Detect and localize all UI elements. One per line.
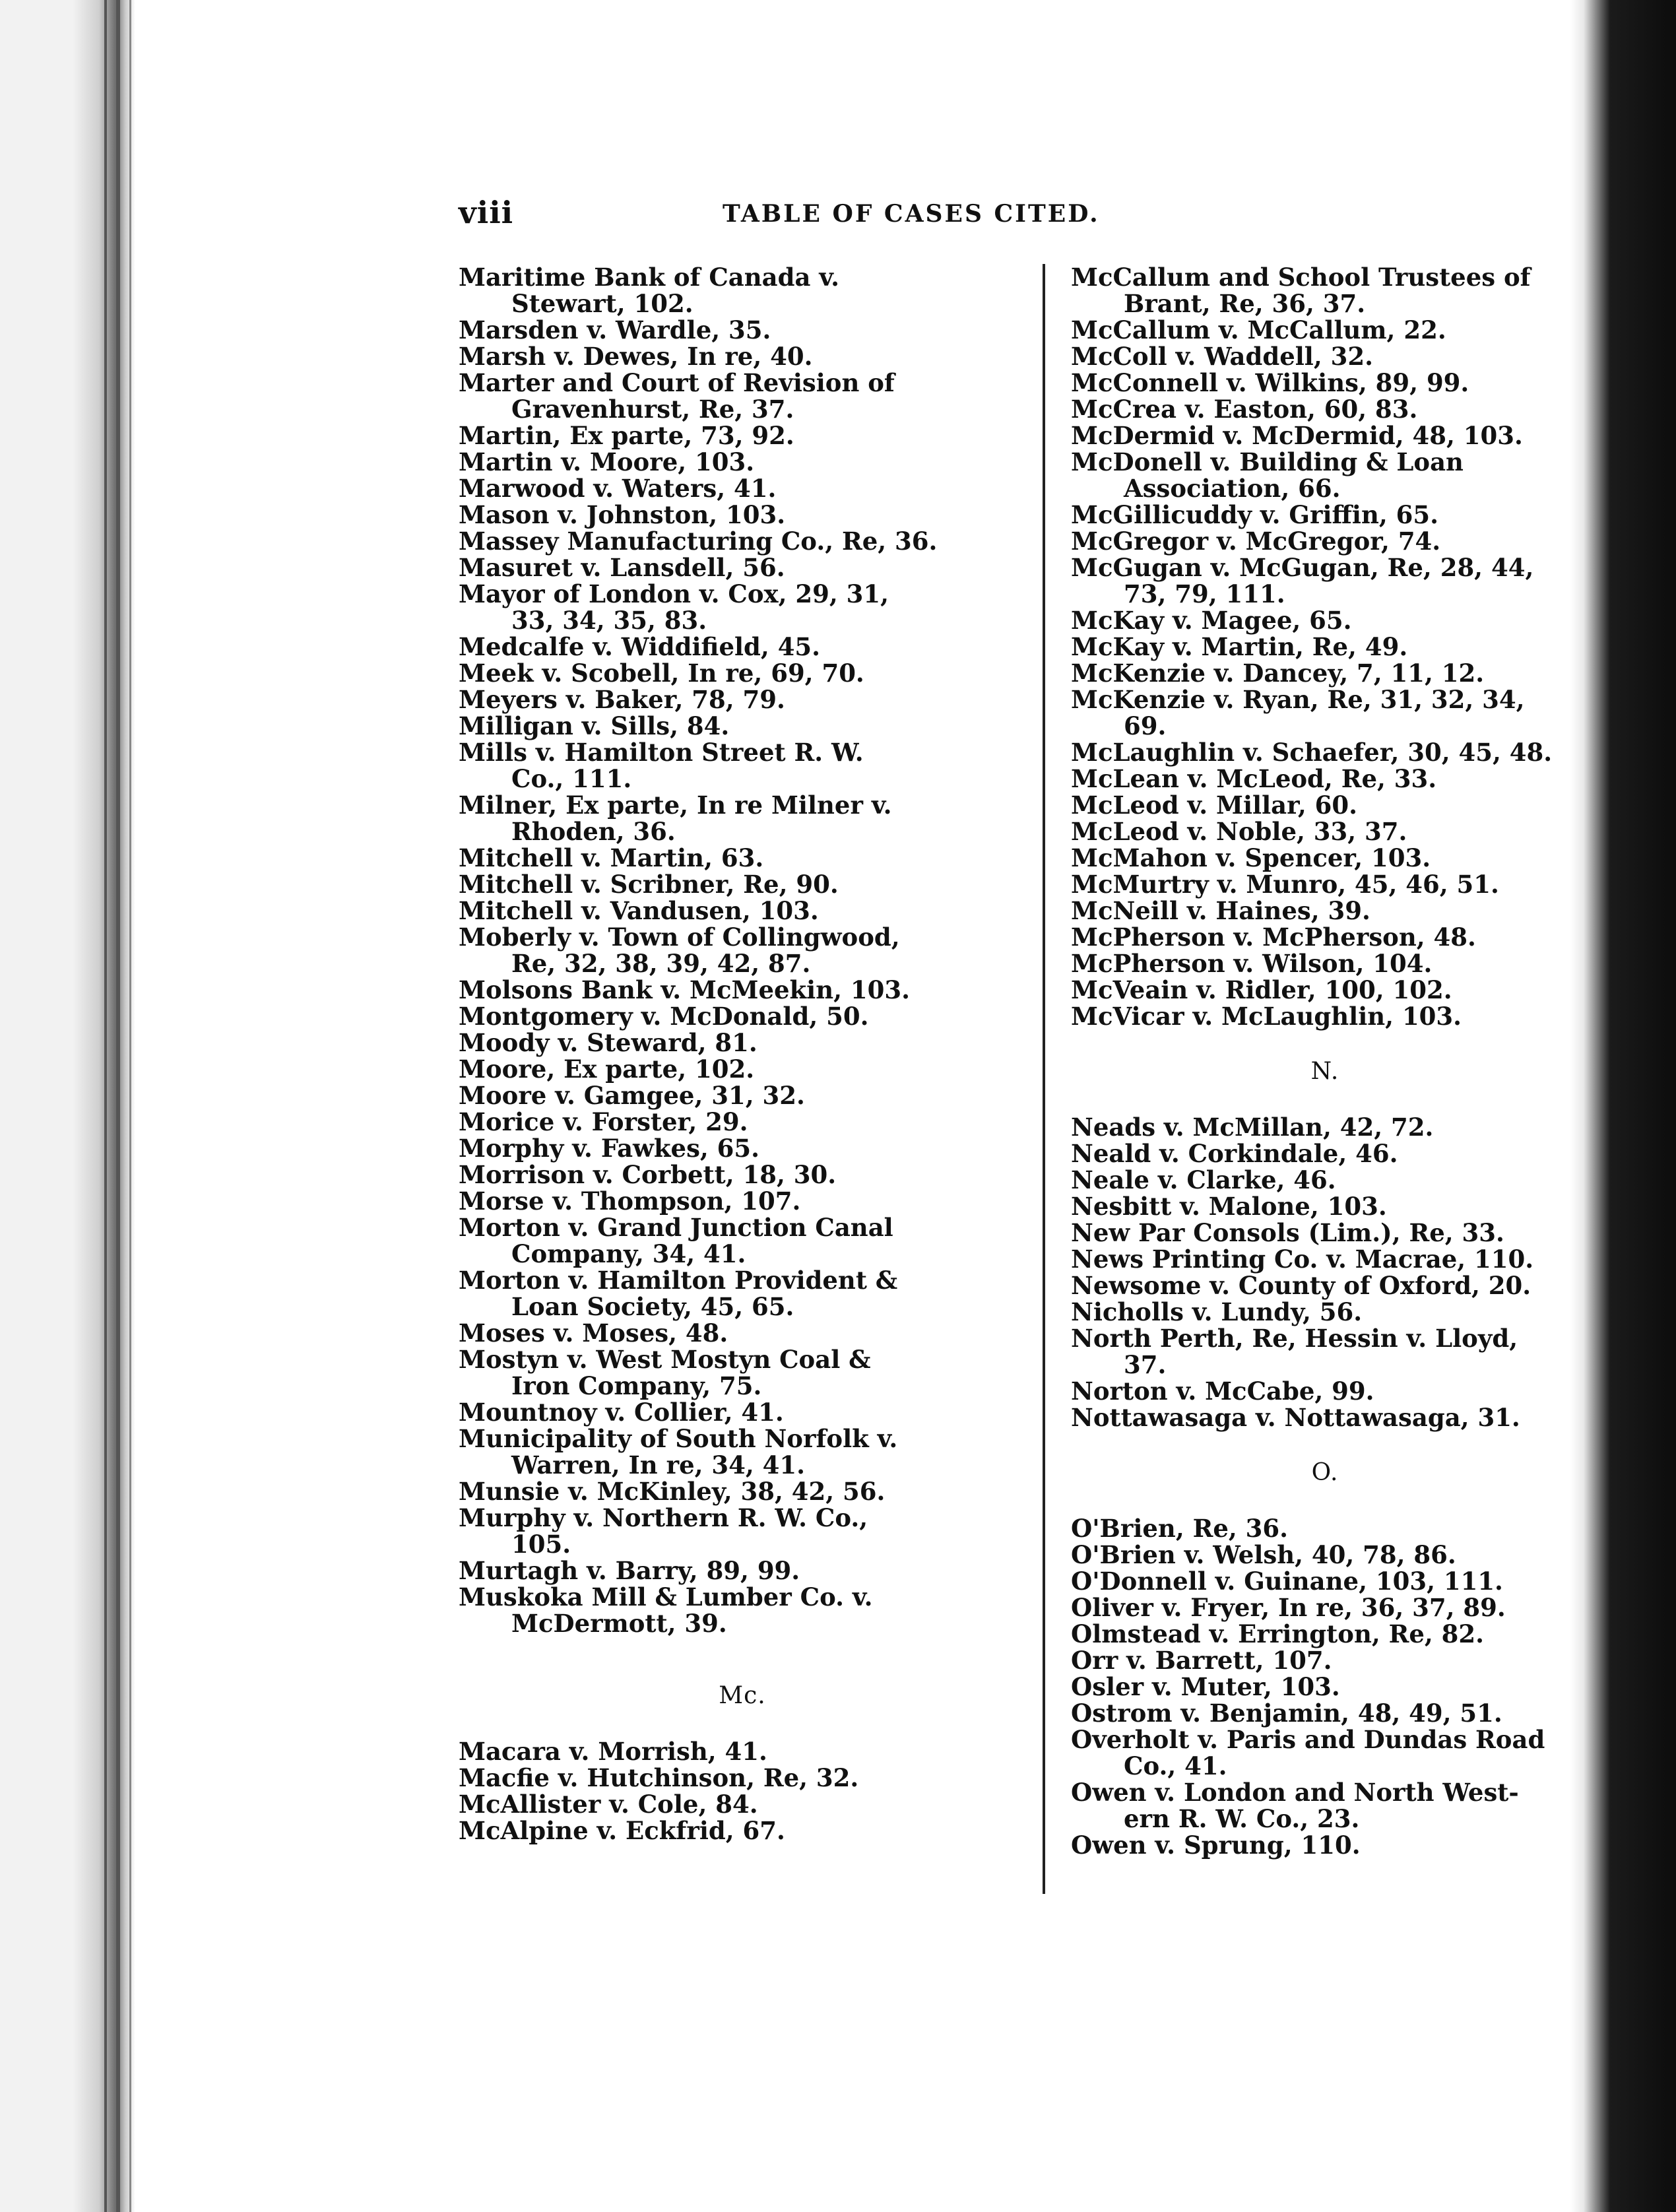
case-entry-line: Morrison v. Corbett, 18, 30. [459, 1160, 837, 1189]
case-entry-line: Munsie v. McKinley, 38, 42, 56. [459, 1477, 886, 1506]
case-entry [459, 1817, 1026, 1844]
case-entry-line: McMahon v. Spencer, 103. [1071, 843, 1431, 872]
case-entry [1071, 1272, 1579, 1299]
case-entry-line: McGillicuddy v. Griffin, 65. [1071, 500, 1439, 529]
case-entry-line: Moberly v. Town of Collingwood, [459, 923, 900, 952]
column-divider [1043, 264, 1045, 1894]
case-entry-line: Orr v. Barrett, 107. [1071, 1646, 1332, 1675]
case-entry-line: Olmstead v. Errington, Re, 82. [1071, 1619, 1485, 1648]
case-entry-line: Morice v. Forster, 29. [459, 1107, 748, 1136]
case-entry-line: Muskoka Mill & Lumber Co. v. [459, 1582, 873, 1611]
section-heading: N. [1310, 1058, 1339, 1085]
case-entry-line: Marter and Court of Revision of [459, 368, 895, 397]
case-entry [459, 1765, 1026, 1791]
case-entry [1071, 977, 1579, 1003]
running-title: TABLE OF CASES CITED. [723, 200, 1100, 228]
case-entry [459, 475, 1026, 502]
case-entry-line: McVeain v. Ridler, 100, 102. [1071, 975, 1452, 1004]
case-entry [1071, 660, 1579, 686]
case-entry-continuation: ern R. W. Co., 23. [1124, 1804, 1360, 1833]
case-entry [1071, 1140, 1579, 1167]
case-entry-line: Neale v. Clarke, 46. [1071, 1165, 1336, 1194]
case-entry [1071, 792, 1579, 818]
case-entry-line: O'Brien v. Welsh, 40, 78, 86. [1071, 1540, 1456, 1569]
case-entry [1071, 950, 1579, 977]
case-entry [1071, 1674, 1579, 1700]
case-entry-line: McNeill v. Haines, 39. [1071, 896, 1370, 925]
case-entry-line: Milligan v. Sills, 84. [459, 711, 730, 740]
case-entry-line: Mitchell v. Martin, 63. [459, 843, 764, 872]
case-entry-continuation: Co., 111. [511, 764, 632, 793]
case-entry [459, 1267, 1026, 1320]
case-entry-line: McKay v. Magee, 65. [1071, 606, 1352, 635]
case-entry-line: Mountnoy v. Collier, 41. [459, 1398, 784, 1427]
case-entry [459, 1584, 1026, 1637]
case-entry-line: Martin, Ex parte, 73, 92. [459, 421, 794, 450]
case-entry-line: McConnell v. Wilkins, 89, 99. [1071, 368, 1469, 397]
case-entry-continuation: Company, 34, 41. [511, 1239, 746, 1268]
case-entry [459, 422, 1026, 449]
case-entry [1071, 1700, 1579, 1726]
case-entry-line: Marsh v. Dewes, In re, 40. [459, 342, 813, 371]
case-entry [459, 581, 1026, 634]
case-entry [1071, 1647, 1579, 1674]
case-entry-continuation: 37. [1124, 1350, 1167, 1379]
case-entry-line: Overholt v. Paris and Dundas Road [1071, 1725, 1545, 1754]
case-entry-line: Marsden v. Wardle, 35. [459, 315, 771, 344]
case-entry [1071, 554, 1579, 607]
case-entry-line: McCrea v. Easton, 60, 83. [1071, 395, 1418, 424]
case-entry [459, 1029, 1026, 1056]
case-entry-line: McGugan v. McGugan, Re, 28, 44, [1071, 553, 1534, 582]
case-entry-continuation: Warren, In re, 34, 41. [511, 1450, 806, 1480]
case-entry [459, 1109, 1026, 1135]
case-entry [459, 1399, 1026, 1425]
case-entry [1071, 686, 1579, 739]
case-entry [459, 845, 1026, 871]
case-entry [459, 1161, 1026, 1188]
case-entry [1071, 1594, 1579, 1621]
case-entry [459, 713, 1026, 739]
case-entry-line: McPherson v. Wilson, 104. [1071, 949, 1433, 978]
case-entry-continuation: 69. [1124, 711, 1167, 740]
case-entry-continuation: Loan Society, 45, 65. [511, 1292, 794, 1321]
case-entry [1071, 845, 1579, 871]
case-entry-line: Morphy v. Fawkes, 65. [459, 1134, 760, 1163]
case-entry [1071, 1325, 1579, 1378]
case-entry [1071, 1568, 1579, 1594]
case-entry-continuation: Association, 66. [1124, 474, 1341, 503]
case-entry-line: News Printing Co. v. Macrae, 110. [1071, 1245, 1534, 1274]
case-entry [459, 1214, 1026, 1267]
case-entry [1071, 422, 1579, 449]
case-entry [1071, 1167, 1579, 1193]
case-entry-line: Maritime Bank of Canada v. [459, 263, 840, 292]
case-entry [1071, 1193, 1579, 1220]
case-entry [459, 924, 1026, 977]
case-entry-line: Moore, Ex parte, 102. [459, 1055, 755, 1084]
case-entry [1071, 1779, 1579, 1832]
case-entry-line: McPherson v. McPherson, 48. [1071, 923, 1476, 952]
case-entry-line: Montgomery v. McDonald, 50. [459, 1002, 869, 1031]
case-entry-line: McDonell v. Building & Loan [1071, 447, 1464, 476]
case-entry-line: Mitchell v. Scribner, Re, 90. [459, 870, 839, 899]
case-entry-line: Morton v. Hamilton Provident & [459, 1266, 898, 1295]
case-entry-line: McMurtry v. Munro, 45, 46, 51. [1071, 870, 1499, 899]
case-entry [1071, 739, 1579, 765]
case-entry-line: McCallum v. McCallum, 22. [1071, 315, 1446, 344]
case-entry [1071, 528, 1579, 554]
case-entry-line: McKenzie v. Ryan, Re, 31, 32, 34, [1071, 685, 1525, 714]
case-entry-line: Mills v. Hamilton Street R. W. [459, 738, 864, 767]
case-entry-line: Martin v. Moore, 103. [459, 447, 755, 476]
case-entry [459, 1738, 1026, 1765]
case-entry [1071, 317, 1579, 343]
case-entry-line: Morton v. Grand Junction Canal [459, 1213, 893, 1242]
case-entry-line: Moses v. Moses, 48. [459, 1318, 728, 1348]
case-entry-line: Osler v. Muter, 103. [1071, 1672, 1340, 1701]
case-entry-line: Mostyn v. West Mostyn Coal & [459, 1345, 871, 1374]
case-entry-line: McVicar v. McLaughlin, 103. [1071, 1002, 1462, 1031]
case-entry-continuation: 105. [511, 1530, 571, 1559]
case-entry-line: Medcalfe v. Widdifield, 45. [459, 632, 821, 661]
case-entry-line: Mayor of London v. Cox, 29, 31, [459, 579, 889, 608]
case-entry-line: Ostrom v. Benjamin, 48, 49, 51. [1071, 1699, 1502, 1728]
case-entry-continuation: Co., 41. [1124, 1751, 1227, 1780]
case-entry [1071, 634, 1579, 660]
case-entry [1071, 1542, 1579, 1568]
case-entry [459, 1188, 1026, 1214]
case-entry-line: McKenzie v. Dancey, 7, 11, 12. [1071, 659, 1485, 688]
case-entry [459, 449, 1026, 475]
case-entry [1071, 264, 1579, 317]
case-entry-line: Morse v. Thompson, 107. [459, 1187, 801, 1216]
case-entry [459, 1557, 1026, 1584]
case-entry-line: Neald v. Corkindale, 46. [1071, 1139, 1398, 1168]
case-entry [1071, 1621, 1579, 1647]
case-entry [459, 528, 1026, 554]
case-entry [459, 660, 1026, 686]
case-entry-continuation: 33, 34, 35, 83. [511, 606, 707, 635]
document-page [135, 0, 1570, 2212]
case-entry-line: Macara v. Morrish, 41. [459, 1737, 767, 1766]
case-entry-line: McKay v. Martin, Re, 49. [1071, 632, 1408, 661]
case-entry [1071, 1726, 1579, 1779]
case-entry-line: McLeod v. Noble, 33, 37. [1071, 817, 1407, 846]
case-entry-line: McLean v. McLeod, Re, 33. [1071, 764, 1437, 793]
case-entry-line: Nicholls v. Lundy, 56. [1071, 1297, 1363, 1326]
case-entry-line: McLaughlin v. Schaefer, 30, 45, 48. [1071, 738, 1553, 767]
case-entry-line: Marwood v. Waters, 41. [459, 474, 777, 503]
case-entry-continuation: 73, 79, 111. [1124, 579, 1285, 608]
case-entry [459, 1320, 1026, 1346]
case-entry [1071, 1114, 1579, 1140]
case-entry-line: O'Brien, Re, 36. [1071, 1514, 1289, 1543]
case-entry-line: Nottawasaga v. Nottawasaga, 31. [1071, 1403, 1520, 1432]
case-entry [459, 1425, 1026, 1478]
case-entry [459, 1003, 1026, 1029]
case-entry [459, 1056, 1026, 1082]
case-entry [459, 871, 1026, 897]
case-entry-line: O'Donnell v. Guinane, 103, 111. [1071, 1567, 1503, 1596]
case-entry [1071, 897, 1579, 924]
case-entry-line: Norton v. McCabe, 99. [1071, 1377, 1374, 1406]
case-entry [1071, 924, 1579, 950]
case-entry-continuation: Brant, Re, 36, 37. [1124, 289, 1366, 318]
case-entry [1071, 370, 1579, 396]
scan-dark-margin [1570, 0, 1676, 2212]
case-entry-line: Neads v. McMillan, 42, 72. [1071, 1113, 1434, 1142]
case-entry-line: Murtagh v. Barry, 89, 99. [459, 1556, 800, 1585]
case-entry [459, 1505, 1026, 1557]
case-entry [1071, 607, 1579, 634]
case-entry-line: Molsons Bank v. McMeekin, 103. [459, 975, 911, 1004]
case-entry-line: Mason v. Johnston, 103. [459, 500, 786, 529]
case-entry-line: McLeod v. Millar, 60. [1071, 791, 1358, 820]
case-entry-line: Oliver v. Fryer, In re, 36, 37, 89. [1071, 1593, 1506, 1622]
case-entry [1071, 396, 1579, 422]
case-entry [1071, 1515, 1579, 1542]
case-entry [1071, 1003, 1579, 1029]
case-entry-continuation: Re, 32, 38, 39, 42, 87. [511, 949, 811, 978]
case-entry [1071, 1378, 1579, 1404]
case-entry-line: North Perth, Re, Hessin v. Lloyd, [1071, 1324, 1518, 1353]
case-entry-line: Macfie v. Hutchinson, Re, 32. [459, 1763, 859, 1792]
case-entry-line: Mitchell v. Vandusen, 103. [459, 896, 819, 925]
case-entry [1071, 1404, 1579, 1431]
case-entry-continuation: Gravenhurst, Re, 37. [511, 395, 794, 424]
case-entry [1071, 818, 1579, 845]
case-entry-continuation: Stewart, 102. [511, 289, 693, 318]
right-column [1071, 264, 1579, 1858]
case-entry-line: Meek v. Scobell, In re, 69, 70. [459, 659, 864, 688]
case-entry-continuation: Iron Company, 75. [511, 1371, 762, 1400]
case-entry-line: New Par Consols (Lim.), Re, 33. [1071, 1218, 1504, 1247]
book-spine-edge [0, 0, 135, 2212]
case-entry [459, 1478, 1026, 1505]
case-entry [459, 1082, 1026, 1109]
case-entry-line: Milner, Ex parte, In re Milner v. [459, 791, 892, 820]
case-entry [459, 1791, 1026, 1817]
left-column [459, 264, 1026, 1844]
page-number: viii [459, 195, 514, 230]
case-entry-continuation: Rhoden, 36. [511, 817, 676, 846]
case-entry [459, 897, 1026, 924]
case-entry [459, 686, 1026, 713]
case-entry-line: McAllister v. Cole, 84. [459, 1790, 758, 1819]
case-entry-line: McDermid v. McDermid, 48, 103. [1071, 421, 1523, 450]
case-entry-line: Murphy v. Northern R. W. Co., [459, 1503, 868, 1532]
case-entry [1071, 1220, 1579, 1246]
case-entry-line: McCallum and School Trustees of [1071, 263, 1531, 292]
case-entry [459, 502, 1026, 528]
case-entry [1071, 502, 1579, 528]
case-entry [459, 792, 1026, 845]
case-entry [1071, 1832, 1579, 1858]
case-entry [459, 370, 1026, 422]
case-entry-line: Meyers v. Baker, 78, 79. [459, 685, 785, 714]
case-entry [459, 634, 1026, 660]
case-entry [1071, 871, 1579, 897]
case-entry-line: McColl v. Waddell, 32. [1071, 342, 1373, 371]
case-entry [1071, 765, 1579, 792]
case-entry-line: Masuret v. Lansdell, 56. [459, 553, 785, 582]
case-entry [459, 317, 1026, 343]
case-entry [459, 264, 1026, 317]
case-entry-line: Nesbitt v. Malone, 103. [1071, 1192, 1387, 1221]
case-entry-continuation: McDermott, 39. [511, 1609, 727, 1638]
case-entry-line: Newsome v. County of Oxford, 20. [1071, 1271, 1531, 1300]
case-entry [1071, 449, 1579, 502]
case-entry-line: McGregor v. McGregor, 74. [1071, 527, 1441, 556]
case-entry [459, 977, 1026, 1003]
case-entry-line: Moody v. Steward, 81. [459, 1028, 757, 1057]
case-entry-line: Owen v. Sprung, 110. [1071, 1831, 1361, 1860]
case-entry [1071, 343, 1579, 370]
section-heading: Mc. [719, 1682, 766, 1709]
case-entry [459, 1346, 1026, 1399]
case-entry [459, 343, 1026, 370]
case-entry-line: Moore v. Gamgee, 31, 32. [459, 1081, 805, 1110]
case-entry-line: Municipality of South Norfolk v. [459, 1424, 898, 1453]
page-header [459, 195, 1231, 234]
case-entry-line: Owen v. London and North West- [1071, 1778, 1519, 1807]
case-entry [1071, 1246, 1579, 1272]
section-heading: O. [1311, 1459, 1339, 1486]
case-entry [459, 1135, 1026, 1161]
case-entry-line: McAlpine v. Eckfrid, 67. [459, 1816, 785, 1845]
case-entry [459, 554, 1026, 581]
case-entry [1071, 1299, 1579, 1325]
case-entry-line: Massey Manufacturing Co., Re, 36. [459, 527, 938, 556]
case-entry [459, 739, 1026, 792]
